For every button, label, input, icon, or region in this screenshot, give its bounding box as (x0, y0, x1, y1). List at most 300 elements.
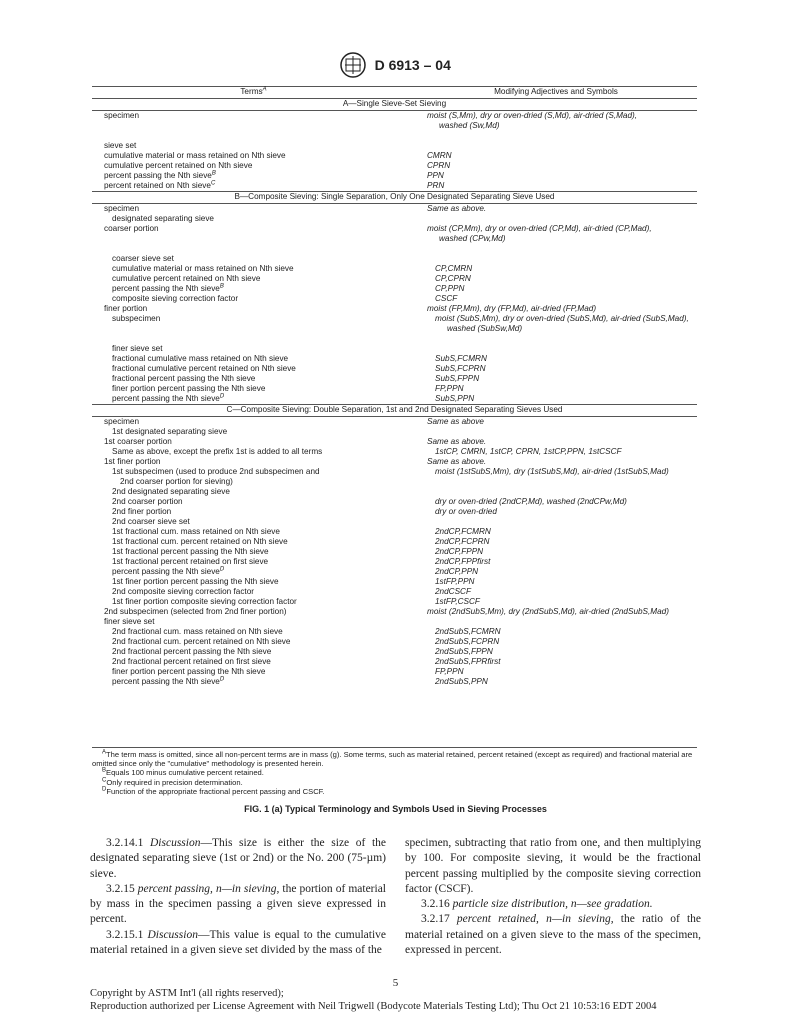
footnote-mark: C (210, 180, 216, 187)
symbol-cell (427, 607, 697, 617)
term-text: specimen (104, 111, 140, 120)
figure-caption: FIG. 1 (a) Typical Terminology and Symbols Used in Sieving Processes (244, 804, 547, 814)
term-cell (92, 517, 435, 527)
term-text: designated separating sieve (112, 214, 214, 223)
section-number: 3.2.14.1 (106, 837, 150, 849)
table-footnotes (92, 747, 697, 796)
symbol-cell (435, 647, 697, 657)
symbol-cell (435, 567, 697, 577)
table-row (92, 467, 697, 477)
term-cell (92, 587, 435, 597)
table-body (92, 99, 697, 687)
symbol-text: 2ndSubS,PPN (435, 677, 488, 686)
symbol-text: SubS,FPPN (435, 374, 480, 383)
term-text: 1st fractional percent retained on first sieve (112, 557, 269, 566)
term-text: 2nd coarser sieve set (112, 517, 190, 526)
symbol-text: dry or oven-dried (2ndCP,Md), washed (2ndCPw,Md) (435, 497, 627, 506)
symbol-text: 2ndSubS,FCMRN (435, 627, 501, 636)
term-cell (92, 131, 427, 141)
term-definition: Discussion (147, 928, 198, 941)
table-row (92, 627, 697, 637)
table-row (92, 537, 697, 547)
table-row (92, 364, 697, 374)
footnote-mark: B (102, 767, 107, 774)
table-row (92, 171, 697, 181)
term-cell (92, 384, 435, 394)
footer-line: Reproduction authorized per License Agreement with Neil Trigwell (Bodycote Materials Testing Ltd); Thu Oct 21 10:53:16 EDT 2004 (90, 1001, 657, 1012)
page-header (0, 52, 791, 78)
symbol-cell (435, 557, 697, 567)
symbol-cell (435, 344, 697, 354)
term-cell (92, 507, 435, 517)
symbol-cell (435, 394, 697, 404)
symbol-text: CP,CMRN (435, 264, 473, 273)
table-row (92, 214, 697, 224)
term-cell (92, 304, 427, 314)
term-text: finer portion (104, 304, 148, 313)
footnote (92, 778, 697, 787)
term-cell (92, 437, 427, 447)
paragraph (405, 912, 701, 958)
term-text: 1st coarser portion (104, 437, 172, 446)
table-row (92, 587, 697, 597)
table-row (92, 204, 697, 214)
symbol-cell (427, 131, 697, 141)
symbol-cell (435, 214, 697, 224)
footnote-text: Function of the appropriate fractional percent passing and CSCF. (106, 786, 325, 796)
table-row (92, 384, 697, 394)
footnote-mark: D (219, 566, 225, 573)
footnote-mark: B (211, 170, 216, 177)
table-row (92, 507, 697, 517)
term-cell (92, 274, 435, 284)
term-text: 2nd fractional cum. percent retained on Nth sieve (112, 637, 291, 646)
term-cell (92, 467, 435, 477)
table-row (92, 617, 697, 627)
symbol-text: dry or oven-dried (435, 507, 497, 516)
symbol-cell (435, 294, 697, 304)
symbol-text: washed (CPw,Md) (439, 234, 506, 243)
table-row (92, 374, 697, 384)
symbol-cell (435, 354, 697, 364)
table-row (92, 141, 697, 151)
symbol-cell (435, 527, 697, 537)
copyright-footer (90, 987, 750, 1013)
table-row (92, 577, 697, 587)
symbol-text: 2ndSubS,FPPN (435, 647, 493, 656)
footnote-mark: D (219, 393, 225, 400)
table-row (92, 161, 697, 171)
table-row (92, 274, 697, 284)
paragraph-text: —This value is equal to the cumulative material retained in a given sieve set divided by the mass of the (90, 928, 386, 957)
term-definition: particle size distribution, n—see gradation. (452, 898, 653, 911)
term-text: finer portion percent passing the Nth sieve (112, 384, 266, 393)
symbol-cell (435, 507, 697, 517)
term-definition: percent retained, n—in sieving, (456, 913, 614, 926)
term-cell (92, 294, 435, 304)
term-text: coarser sieve set (112, 254, 174, 263)
symbol-text: moist (SubS,Mm), dry or oven-dried (SubS,Md), air-dried (SubS,Mad), (435, 314, 689, 323)
footnote (92, 768, 697, 777)
section-number: 3.2.17 (421, 913, 457, 926)
term-text: 2nd designated separating sieve (112, 487, 230, 496)
term-cell (92, 171, 427, 181)
symbol-text: SubS,PPN (435, 394, 475, 403)
term-cell (92, 627, 435, 637)
symbol-cell (427, 204, 697, 214)
term-cell (92, 111, 427, 131)
term-text: cumulative percent retained on Nth sieve (112, 274, 261, 283)
paragraph (405, 897, 701, 912)
term-text: 2nd finer portion (112, 507, 172, 516)
term-text: 2nd coarser portion for sieving) (120, 477, 233, 486)
term-cell (92, 214, 435, 224)
term-text: 1st finer portion composite sieving correction factor (112, 597, 297, 606)
table-column-headers (92, 87, 697, 99)
astm-logo-icon (340, 52, 366, 78)
symbol-cell (435, 547, 697, 557)
term-cell (92, 527, 435, 537)
term-cell (92, 577, 435, 587)
term-cell (92, 547, 435, 557)
symbol-text: 2ndSubS,FCPRN (435, 637, 500, 646)
table-row (92, 254, 697, 264)
table-row (92, 224, 697, 244)
footnote (92, 750, 697, 768)
table-row (92, 647, 697, 657)
term-cell (92, 181, 427, 191)
term-text: 2nd fractional cum. mass retained on Nth sieve (112, 627, 283, 636)
term-text: 1st finer portion (104, 457, 161, 466)
term-cell (92, 607, 427, 617)
symbol-cell (427, 417, 697, 427)
term-text: 2nd fractional percent retained on first sieve (112, 657, 271, 666)
table-row (92, 111, 697, 131)
symbol-cell (435, 597, 697, 607)
symbol-cell (427, 111, 697, 131)
symbol-cell (427, 224, 697, 244)
table-row (92, 547, 697, 557)
symbol-cell (435, 487, 697, 497)
symbol-cell (427, 334, 697, 344)
term-text: percent retained on Nth sieve (104, 181, 211, 190)
table-row (92, 244, 697, 254)
terminology-table (92, 86, 697, 687)
table-row (92, 487, 697, 497)
table-row (92, 151, 697, 161)
symbol-text: moist (S,Mm), dry or oven-dried (S,Md), air-dried (S,Mad), (427, 111, 638, 120)
term-cell (92, 151, 427, 161)
term-text: specimen (104, 204, 140, 213)
term-cell (92, 667, 435, 677)
paragraph-text: —This size is either the size of the designated separating sieve (1st or 2nd) or the No. 200 (75-µm) sieve. (90, 837, 387, 880)
symbol-text: washed (Sw,Md) (439, 121, 500, 130)
table-row (92, 427, 697, 437)
term-cell (92, 497, 435, 507)
document-number: D 6913 – 04 (374, 57, 451, 73)
table-row (92, 497, 697, 507)
symbol-cell (435, 667, 697, 677)
symbol-text: SubS,FCMRN (435, 354, 487, 363)
term-cell (92, 447, 435, 457)
term-text: 1st subspecimen (used to produce 2nd subspecimen and (112, 467, 320, 476)
symbol-text: moist (1stSubS,Mm), dry (1stSubS,Md), air-dried (1stSubS,Mad) (435, 467, 669, 476)
table-row (92, 597, 697, 607)
symbol-cell (427, 304, 697, 314)
term-cell (92, 161, 427, 171)
term-text: percent passing the Nth sieve (112, 394, 220, 403)
term-text: coarser portion (104, 224, 159, 233)
symbol-cell (427, 171, 697, 181)
term-cell (92, 224, 427, 244)
term-text: finer portion percent passing the Nth sieve (112, 667, 266, 676)
term-cell (92, 244, 427, 254)
symbol-text: Same as above. (427, 204, 487, 213)
table-row (92, 677, 697, 687)
term-definition: percent passing, n—in sieving, (137, 882, 280, 895)
term-cell (92, 204, 427, 214)
symbol-text: Same as above (427, 417, 484, 426)
symbol-text: moist (2ndSubS,Mm), dry (2ndSubS,Md), air-dried (2ndSubS,Mad) (427, 607, 669, 616)
symbol-cell (435, 264, 697, 274)
symbol-cell (435, 274, 697, 284)
term-cell (92, 264, 435, 274)
term-text: specimen (104, 417, 140, 426)
term-text: finer sieve set (104, 617, 155, 626)
table-row (92, 264, 697, 274)
symbol-text: 2ndSubS,FPRfirst (435, 657, 501, 666)
section-number: 3.2.16 (421, 898, 453, 911)
body-column-right (405, 836, 701, 958)
term-definition: Discussion (150, 837, 201, 849)
section-title: C—Composite Sieving: Double Separation, 1st and 2nd Designated Separating Sieves Used (92, 404, 697, 417)
term-text: 2nd subspecimen (selected from 2nd finer portion) (104, 607, 287, 616)
symbol-text: 1stFP,CSCF (435, 597, 480, 606)
footnote-mark: D (102, 786, 107, 793)
footnote-text: Only required in precision determination. (106, 777, 243, 787)
symbol-cell (435, 677, 697, 687)
term-cell (92, 374, 435, 384)
symbol-cell (435, 447, 697, 457)
footer-line: Copyright by ASTM Int'l (all rights reserved); (90, 988, 284, 999)
table-row (92, 517, 697, 527)
symbol-text: 2ndCP,FCMRN (435, 527, 491, 536)
term-text: percent passing the Nth sieve (112, 284, 220, 293)
symbol-text: 2ndCP,FPPfirst (435, 557, 491, 566)
table-row (92, 447, 697, 457)
term-text: 1st fractional cum. percent retained on Nth sieve (112, 537, 288, 546)
paragraph-text: the ratio of the material retained on a given sieve to the mass of the specimen, expressed in percent. (405, 913, 702, 957)
footnote-text: The term mass is omitted, since all non-percent terms are in mass (g). Some terms, such as material retained, percent retained (except as required) and fractional material are omitted since only the "cumulative" methodology is presented herein. (92, 750, 693, 769)
symbol-text: PRN (427, 181, 445, 190)
section-number: 3.2.15.1 (106, 928, 148, 941)
term-text: fractional cumulative mass retained on Nth sieve (112, 354, 289, 363)
term-text: cumulative percent retained on Nth sieve (104, 161, 253, 170)
symbol-cell (435, 364, 697, 374)
footnote-mark: B (219, 283, 224, 290)
footnote-text: Equals 100 minus cumulative percent retained. (106, 768, 264, 778)
symbol-cell (435, 497, 697, 507)
term-cell (92, 364, 435, 374)
column-header-symbols: Modifying Adjectives and Symbols (494, 87, 618, 96)
symbol-cell (427, 181, 697, 191)
symbol-text: Same as above. (427, 437, 487, 446)
table-row (92, 181, 697, 191)
term-text: 2nd coarser portion (112, 497, 183, 506)
table-row (92, 344, 697, 354)
term-text: sieve set (104, 141, 137, 150)
table-row (92, 657, 697, 667)
table-row (92, 557, 697, 567)
symbol-text: CSCF (435, 294, 458, 303)
paragraph-text: the portion of material by mass in the specimen passing a given sieve expressed in percent. (90, 882, 386, 926)
footnote (92, 787, 697, 796)
symbol-text: SubS,FCPRN (435, 364, 486, 373)
symbol-cell (435, 314, 697, 334)
symbol-cell (427, 151, 697, 161)
term-cell (92, 657, 435, 667)
term-text: fractional percent passing the Nth sieve (112, 374, 256, 383)
footnote-mark: A (102, 749, 107, 756)
term-text: cumulative material or mass retained on Nth sieve (104, 151, 286, 160)
page-number: 5 (392, 977, 399, 989)
table-row (92, 477, 697, 487)
symbol-cell (427, 617, 697, 627)
term-text: percent passing the Nth sieve (112, 677, 220, 686)
symbol-cell (435, 577, 697, 587)
symbol-text: CP,CPRN (435, 274, 471, 283)
symbol-text: 1stCP, CMRN, 1stCP, CPRN, 1stCP,PPN, 1stCSCF (435, 447, 622, 456)
symbol-cell (435, 587, 697, 597)
section-title: A—Single Sieve-Set Sieving (92, 99, 697, 111)
paragraph (405, 836, 701, 897)
table-row (92, 457, 697, 467)
term-text: composite sieving correction factor (112, 294, 239, 303)
term-cell (92, 344, 435, 354)
table-row (92, 334, 697, 344)
term-text: finer sieve set (112, 344, 163, 353)
term-text: subspecimen (112, 314, 161, 323)
symbol-cell (427, 141, 697, 151)
table-row (92, 417, 697, 427)
table-row (92, 437, 697, 447)
section-number: 3.2.15 (106, 882, 138, 895)
table-row (92, 667, 697, 677)
term-text: 1st designated separating sieve (112, 427, 228, 436)
symbol-text: CPRN (427, 161, 451, 170)
symbol-text: moist (FP,Mm), dry (FP,Md), air-dried (FP,Mad) (427, 304, 597, 313)
symbol-cell (435, 384, 697, 394)
term-cell (92, 487, 435, 497)
footnote-mark: D (219, 676, 225, 683)
symbol-text: 2ndCP,FCPRN (435, 537, 490, 546)
term-cell (92, 457, 427, 467)
paragraph (90, 928, 386, 959)
column-header-terms: Terms$^A$ (240, 86, 267, 96)
term-cell (92, 334, 427, 344)
term-text: 2nd fractional percent passing the Nth sieve (112, 647, 272, 656)
table-row (92, 294, 697, 304)
term-cell (92, 617, 427, 627)
symbol-cell (443, 477, 697, 487)
symbol-text: PPN (427, 171, 444, 180)
table-row (92, 354, 697, 364)
symbol-text: CMRN (427, 151, 452, 160)
term-text: 1st fractional percent passing the Nth sieve (112, 547, 269, 556)
term-text: 1st fractional cum. mass retained on Nth sieve (112, 527, 280, 536)
paragraph-text: specimen, subtracting that ratio from one, and then multiplying by 100. For composite sieving, it would be the fractional percent passing multiplied by the composite sieving correction factor (CSCF). (405, 837, 701, 895)
term-text: percent passing the Nth sieve (112, 567, 220, 576)
section-title: B—Composite Sieving: Single Separation, Only One Designated Separating Sieve Used (92, 191, 697, 204)
term-cell (92, 254, 435, 264)
symbol-cell (435, 517, 697, 527)
paragraph (90, 882, 386, 928)
symbol-cell (427, 437, 697, 447)
term-cell (92, 141, 427, 151)
term-cell (92, 284, 435, 294)
term-text: cumulative material or mass retained on Nth sieve (112, 264, 294, 273)
term-cell (92, 647, 435, 657)
symbol-text: 2ndCP,PPN (435, 567, 479, 576)
symbol-text: FP,PPN (435, 667, 464, 676)
symbol-cell (435, 254, 697, 264)
term-cell (92, 394, 435, 404)
term-text: 1st finer portion percent passing the Nth sieve (112, 577, 279, 586)
footnote-mark: C (102, 777, 107, 784)
symbol-text: CP,PPN (435, 284, 465, 293)
table-row (92, 284, 697, 294)
term-cell (92, 537, 435, 547)
symbol-cell (435, 374, 697, 384)
term-text: 2nd composite sieving correction factor (112, 587, 254, 596)
term-cell (92, 477, 443, 487)
table-row (92, 637, 697, 647)
symbol-cell (427, 161, 697, 171)
symbol-cell (427, 457, 697, 467)
term-cell (92, 677, 435, 687)
term-cell (92, 417, 427, 427)
symbol-cell (435, 637, 697, 647)
term-text: percent passing the Nth sieve (104, 171, 212, 180)
table-row (92, 527, 697, 537)
term-cell (92, 314, 435, 334)
table-row (92, 567, 697, 577)
symbol-text: moist (CP,Mm), dry or oven-dried (CP,Md), air-dried (CP,Mad), (427, 224, 652, 233)
symbol-cell (427, 244, 697, 254)
table-row (92, 607, 697, 617)
term-cell (92, 597, 435, 607)
term-cell (92, 567, 435, 577)
symbol-text: 1stFP,PPN (435, 577, 475, 586)
symbol-text: washed (SubSw,Md) (447, 324, 523, 333)
term-cell (92, 637, 435, 647)
symbol-text: FP,PPN (435, 384, 464, 393)
symbol-cell (435, 467, 697, 477)
symbol-cell (435, 284, 697, 294)
term-text: fractional cumulative percent retained on Nth sieve (112, 364, 296, 373)
body-column-left (90, 836, 386, 958)
symbol-cell (435, 427, 697, 437)
paragraph (90, 836, 386, 882)
term-text: Same as above, except the prefix 1st is added to all terms (112, 447, 323, 456)
term-cell (92, 354, 435, 364)
table-row (92, 304, 697, 314)
term-cell (92, 557, 435, 567)
symbol-text: 2ndCSCF (435, 587, 471, 596)
symbol-text: Same as above. (427, 457, 487, 466)
table-row (92, 394, 697, 404)
term-cell (92, 427, 435, 437)
